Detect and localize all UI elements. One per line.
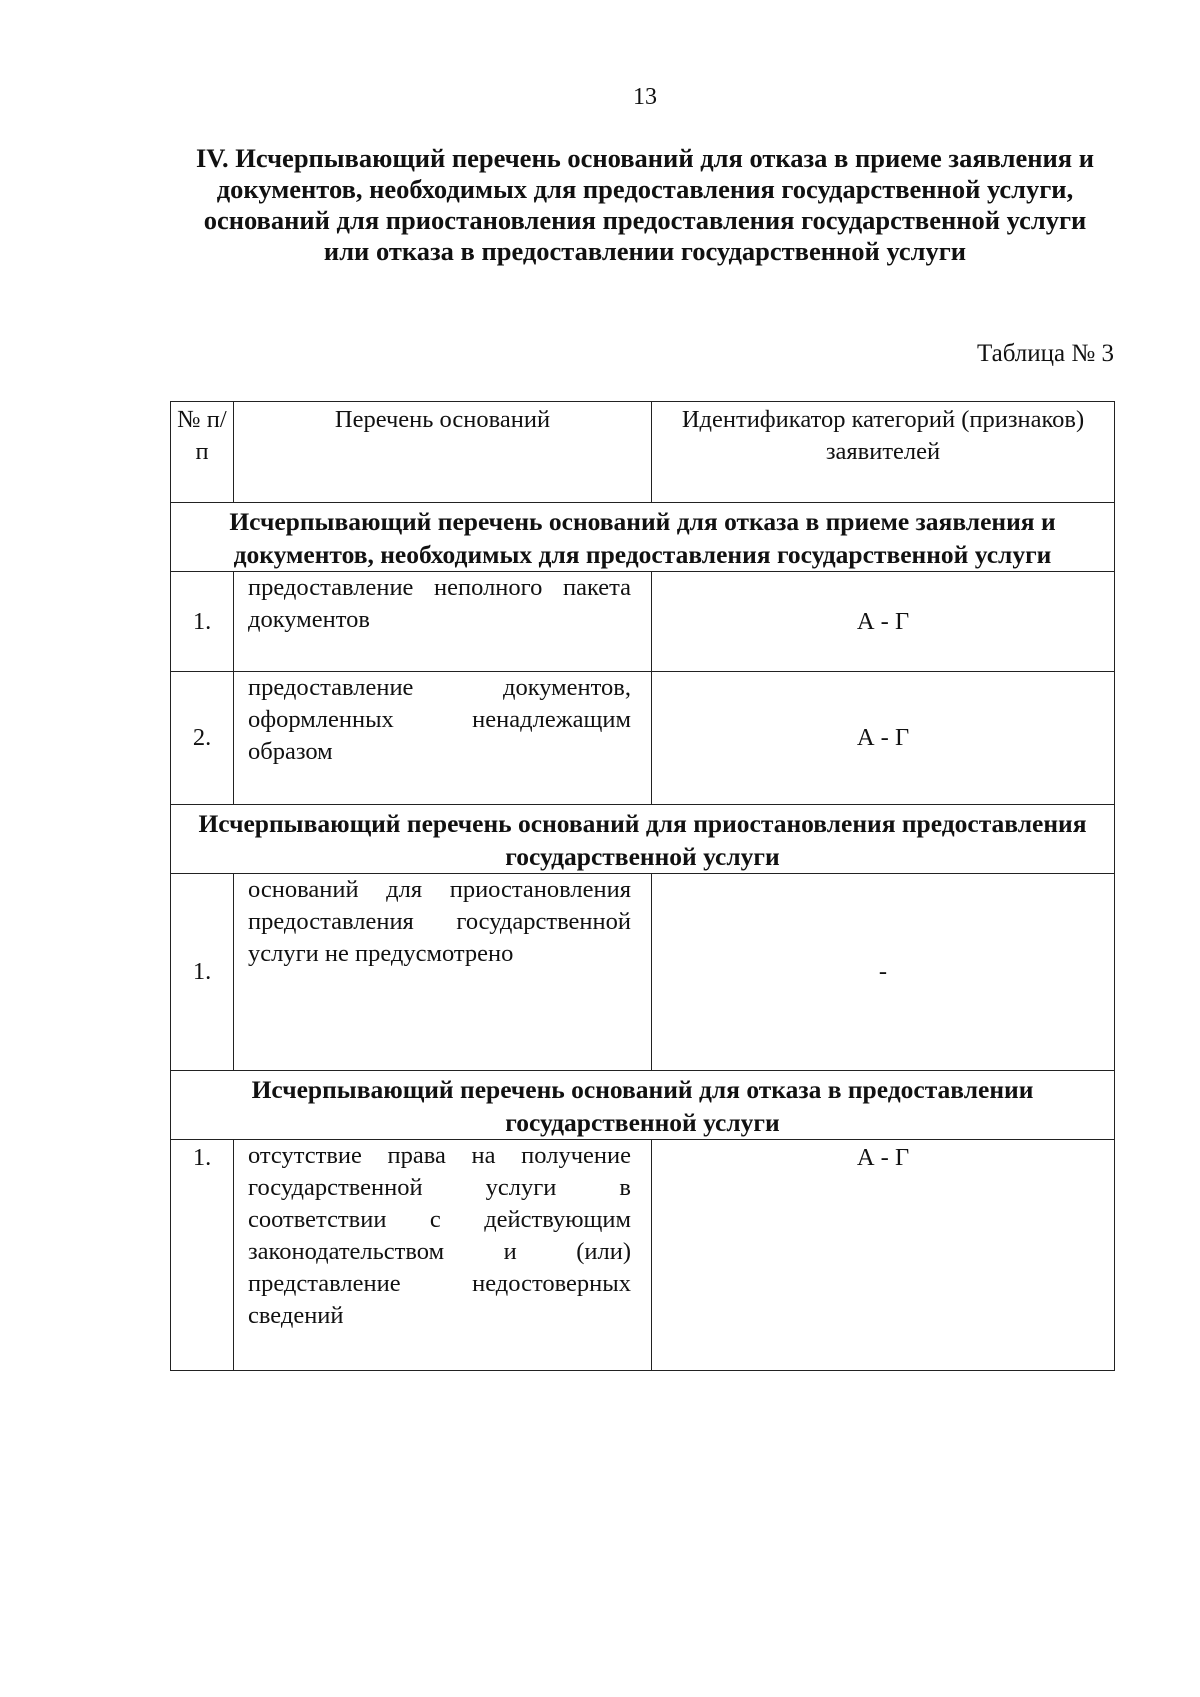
grounds-table: [170, 401, 1115, 1371]
table-caption: Таблица № 3: [976, 340, 1114, 367]
table-header-row: [171, 402, 1115, 503]
row-number: 1.: [171, 874, 234, 1071]
row-number: 1.: [171, 1140, 234, 1371]
group-row: [171, 503, 1115, 572]
header-number: № п/п: [171, 402, 234, 503]
row-identifier: А - Г: [652, 1140, 1115, 1371]
row-identifier: А - Г: [652, 572, 1115, 672]
table-row: [171, 1140, 1115, 1371]
group-title-suspension: Исчерпывающий перечень оснований для приостановления предоставления государственной услуги: [171, 805, 1115, 874]
group-title-reception-refusal: Исчерпывающий перечень оснований для отказа в приеме заявления и документов, необходимых для предоставления государственной услуги: [171, 503, 1115, 572]
row-reason: оснований для приостановления предоставления государственной услуги не предусмотрено: [234, 874, 652, 1071]
group-row: [171, 1071, 1115, 1140]
group-title-service-refusal: Исчерпывающий перечень оснований для отказа в предоставлении государственной услуги: [171, 1071, 1115, 1140]
header-identifier: Идентификатор категорий (признаков) заявителей: [652, 402, 1115, 503]
group-row: [171, 805, 1115, 874]
row-identifier: А - Г: [652, 672, 1115, 805]
section-title: IV. Исчерпывающий перечень оснований для отказа в приеме заявления и документов, необходимых для предоставления государственной услуги, оснований для приостановления предоставления государственной услуги или отказа в предоставлении государственной услуги: [195, 143, 1095, 266]
row-reason: предоставление неполного пакета документов: [234, 572, 652, 672]
row-reason: отсутствие права на получение государственной услуги в соответствии с действующим законодательством и (или) представление недостоверных сведений: [234, 1140, 652, 1371]
header-reasons: Перечень оснований: [234, 402, 652, 503]
row-reason: предоставление документов, оформленных ненадлежащим образом: [234, 672, 652, 805]
table-row: [171, 672, 1115, 805]
row-number: 2.: [171, 672, 234, 805]
table-row: [171, 572, 1115, 672]
table-row: [171, 874, 1115, 1071]
page-number: 13: [633, 84, 657, 110]
row-identifier: -: [652, 874, 1115, 1071]
row-number: 1.: [171, 572, 234, 672]
